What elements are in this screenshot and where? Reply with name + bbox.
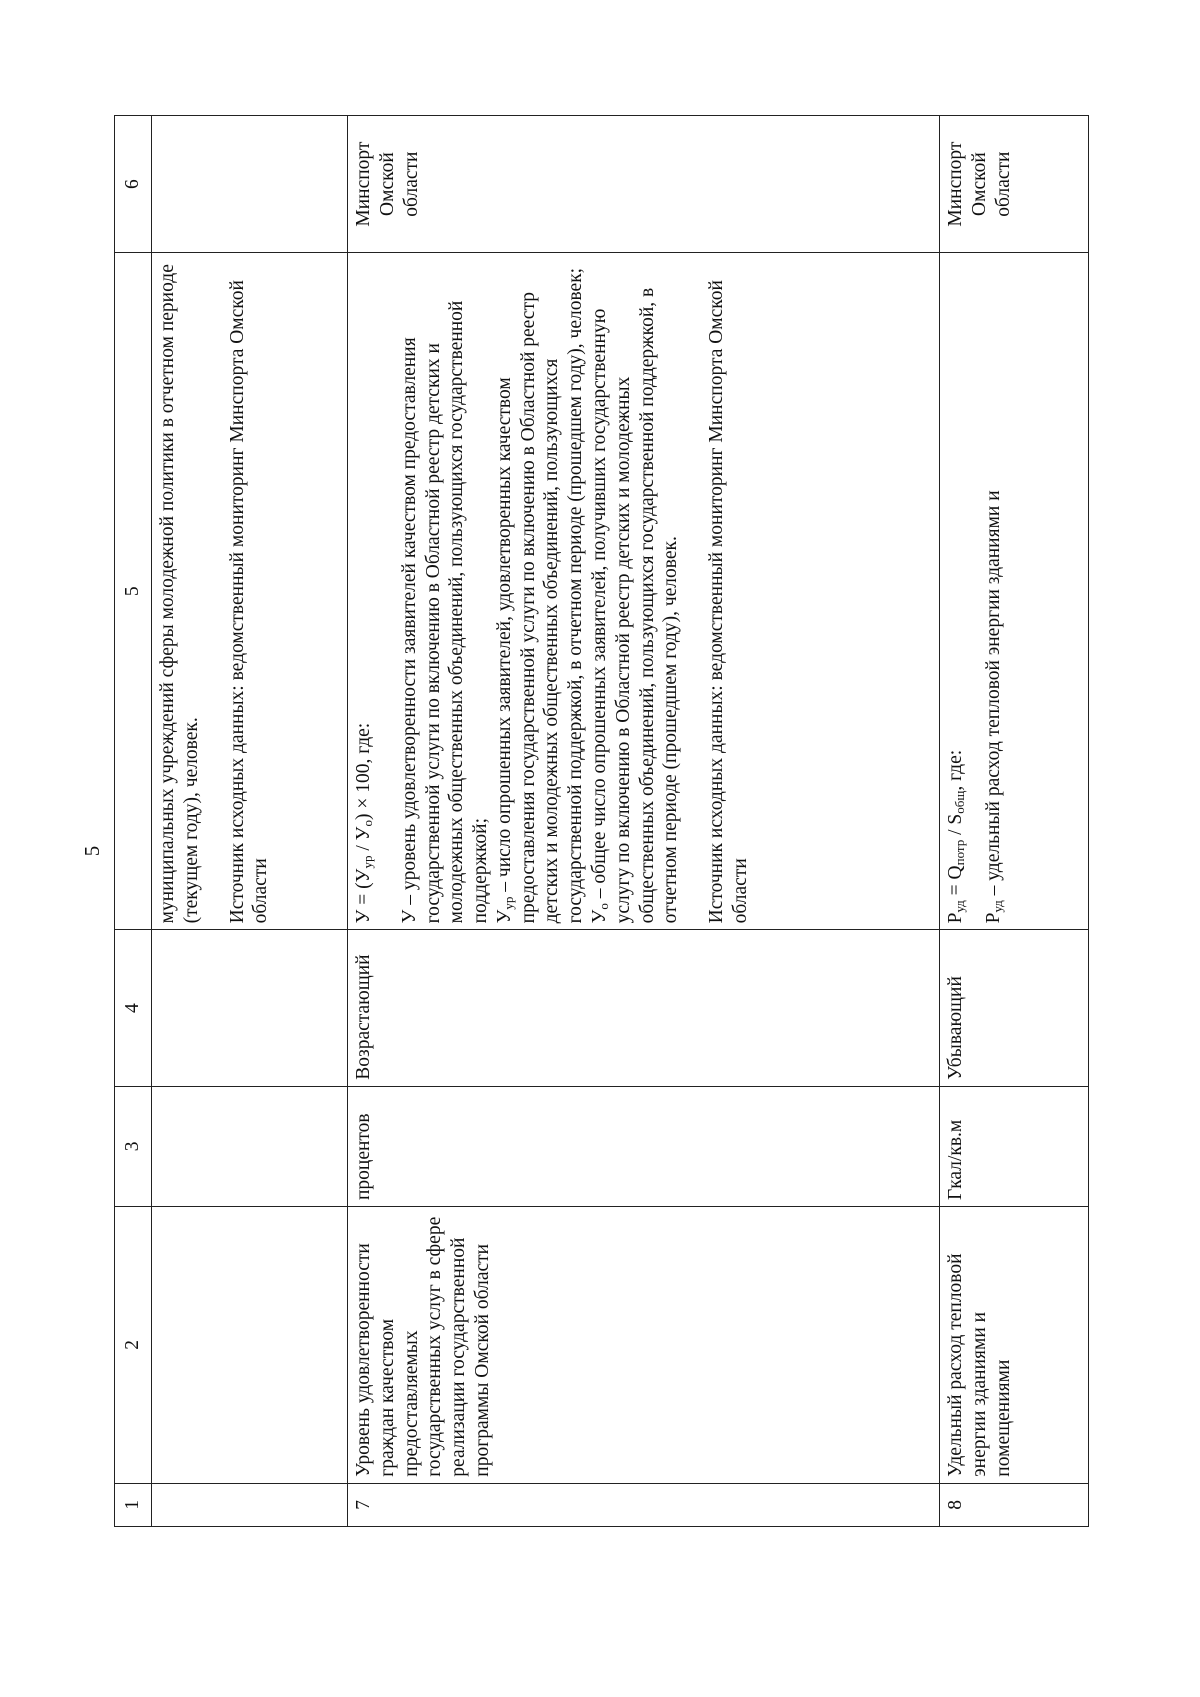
indicator-name: Удельный расход тепловой энергии зданиями и помещениями [940, 1207, 1089, 1484]
indicators-table [114, 115, 1089, 1527]
col-header-5: 5 [115, 253, 152, 930]
data-source: Источник исходных данных: ведомственный мониторинг Минспорта Омской области [226, 280, 272, 924]
trend: Убывающий [940, 930, 1089, 1086]
responsible: Минспорт Омской области [940, 116, 1089, 253]
indicator-name [152, 1207, 348, 1484]
definition: $У_о$ – общее число опрошенных заявителей, получивших государственную услугу по включению в Областной реестр детских и молодежных общественных объединений, пользующихся государственной поддержкой, в отчетном периоде (прошедшем году), человек. [589, 287, 682, 924]
responsible: Минспорт Омской области [348, 116, 940, 253]
formula: $Р_{уд} = Q_{потр} / S_{общ}$, где: [945, 749, 967, 924]
col-header-2: 2 [115, 1207, 152, 1484]
row-number [152, 1483, 348, 1526]
rotated-table-frame [114, 115, 1089, 1527]
formula-cell [940, 253, 1089, 930]
table-row [348, 116, 940, 1527]
page-number: 5 [80, 845, 104, 857]
unit: процентов [348, 1086, 940, 1206]
unit: Гкал/кв.м [940, 1086, 1089, 1206]
responsible [152, 116, 348, 253]
indicator-name: Уровень удовлетворенности граждан качеством предоставляемых государственных услуг в сфере реализации государственной программы Омской области [348, 1207, 940, 1484]
table-row [152, 116, 348, 1527]
unit [152, 1086, 348, 1206]
formula-cell [348, 253, 940, 930]
formula-text: муниципальных учреждений сферы молодежной политики в отчетном периоде (текущем году), человек. [157, 264, 202, 924]
formula: $У = (У_{ур} / У_о) \times 100$, где: [353, 722, 375, 924]
table-row [940, 116, 1089, 1527]
definition: $Р_{уд}$ – удельный расход тепловой энергии зданиями и [982, 490, 1005, 924]
trend [152, 930, 348, 1086]
formula-cell [152, 253, 348, 930]
row-number: 8 [940, 1483, 1089, 1526]
definition: У – уровень удовлетворенности заявителей качеством предоставления государственной услуги по включению в Областной реестр детских и молодежных общественных объединений, пользующихся государственной поддержкой; [398, 300, 492, 924]
trend: Возрастающий [348, 930, 940, 1086]
definition: $У_{ур}$ – число опрошенных заявителей, удовлетворенных качеством предоставления государственной услуги по включению в Областной реестр детских и молодежных общественных объединений, пользующихся государственной поддержкой, в отчетном периоде (прошедшем году), человек; [493, 267, 587, 924]
row-number: 7 [348, 1483, 940, 1526]
col-header-4: 4 [115, 930, 152, 1086]
col-header-3: 3 [115, 1086, 152, 1206]
header-row [115, 116, 152, 1527]
col-header-6: 6 [115, 116, 152, 253]
data-source: Источник исходных данных: ведомственный мониторинг Минспорта Омской области [706, 280, 751, 924]
col-header-1: 1 [115, 1483, 152, 1526]
